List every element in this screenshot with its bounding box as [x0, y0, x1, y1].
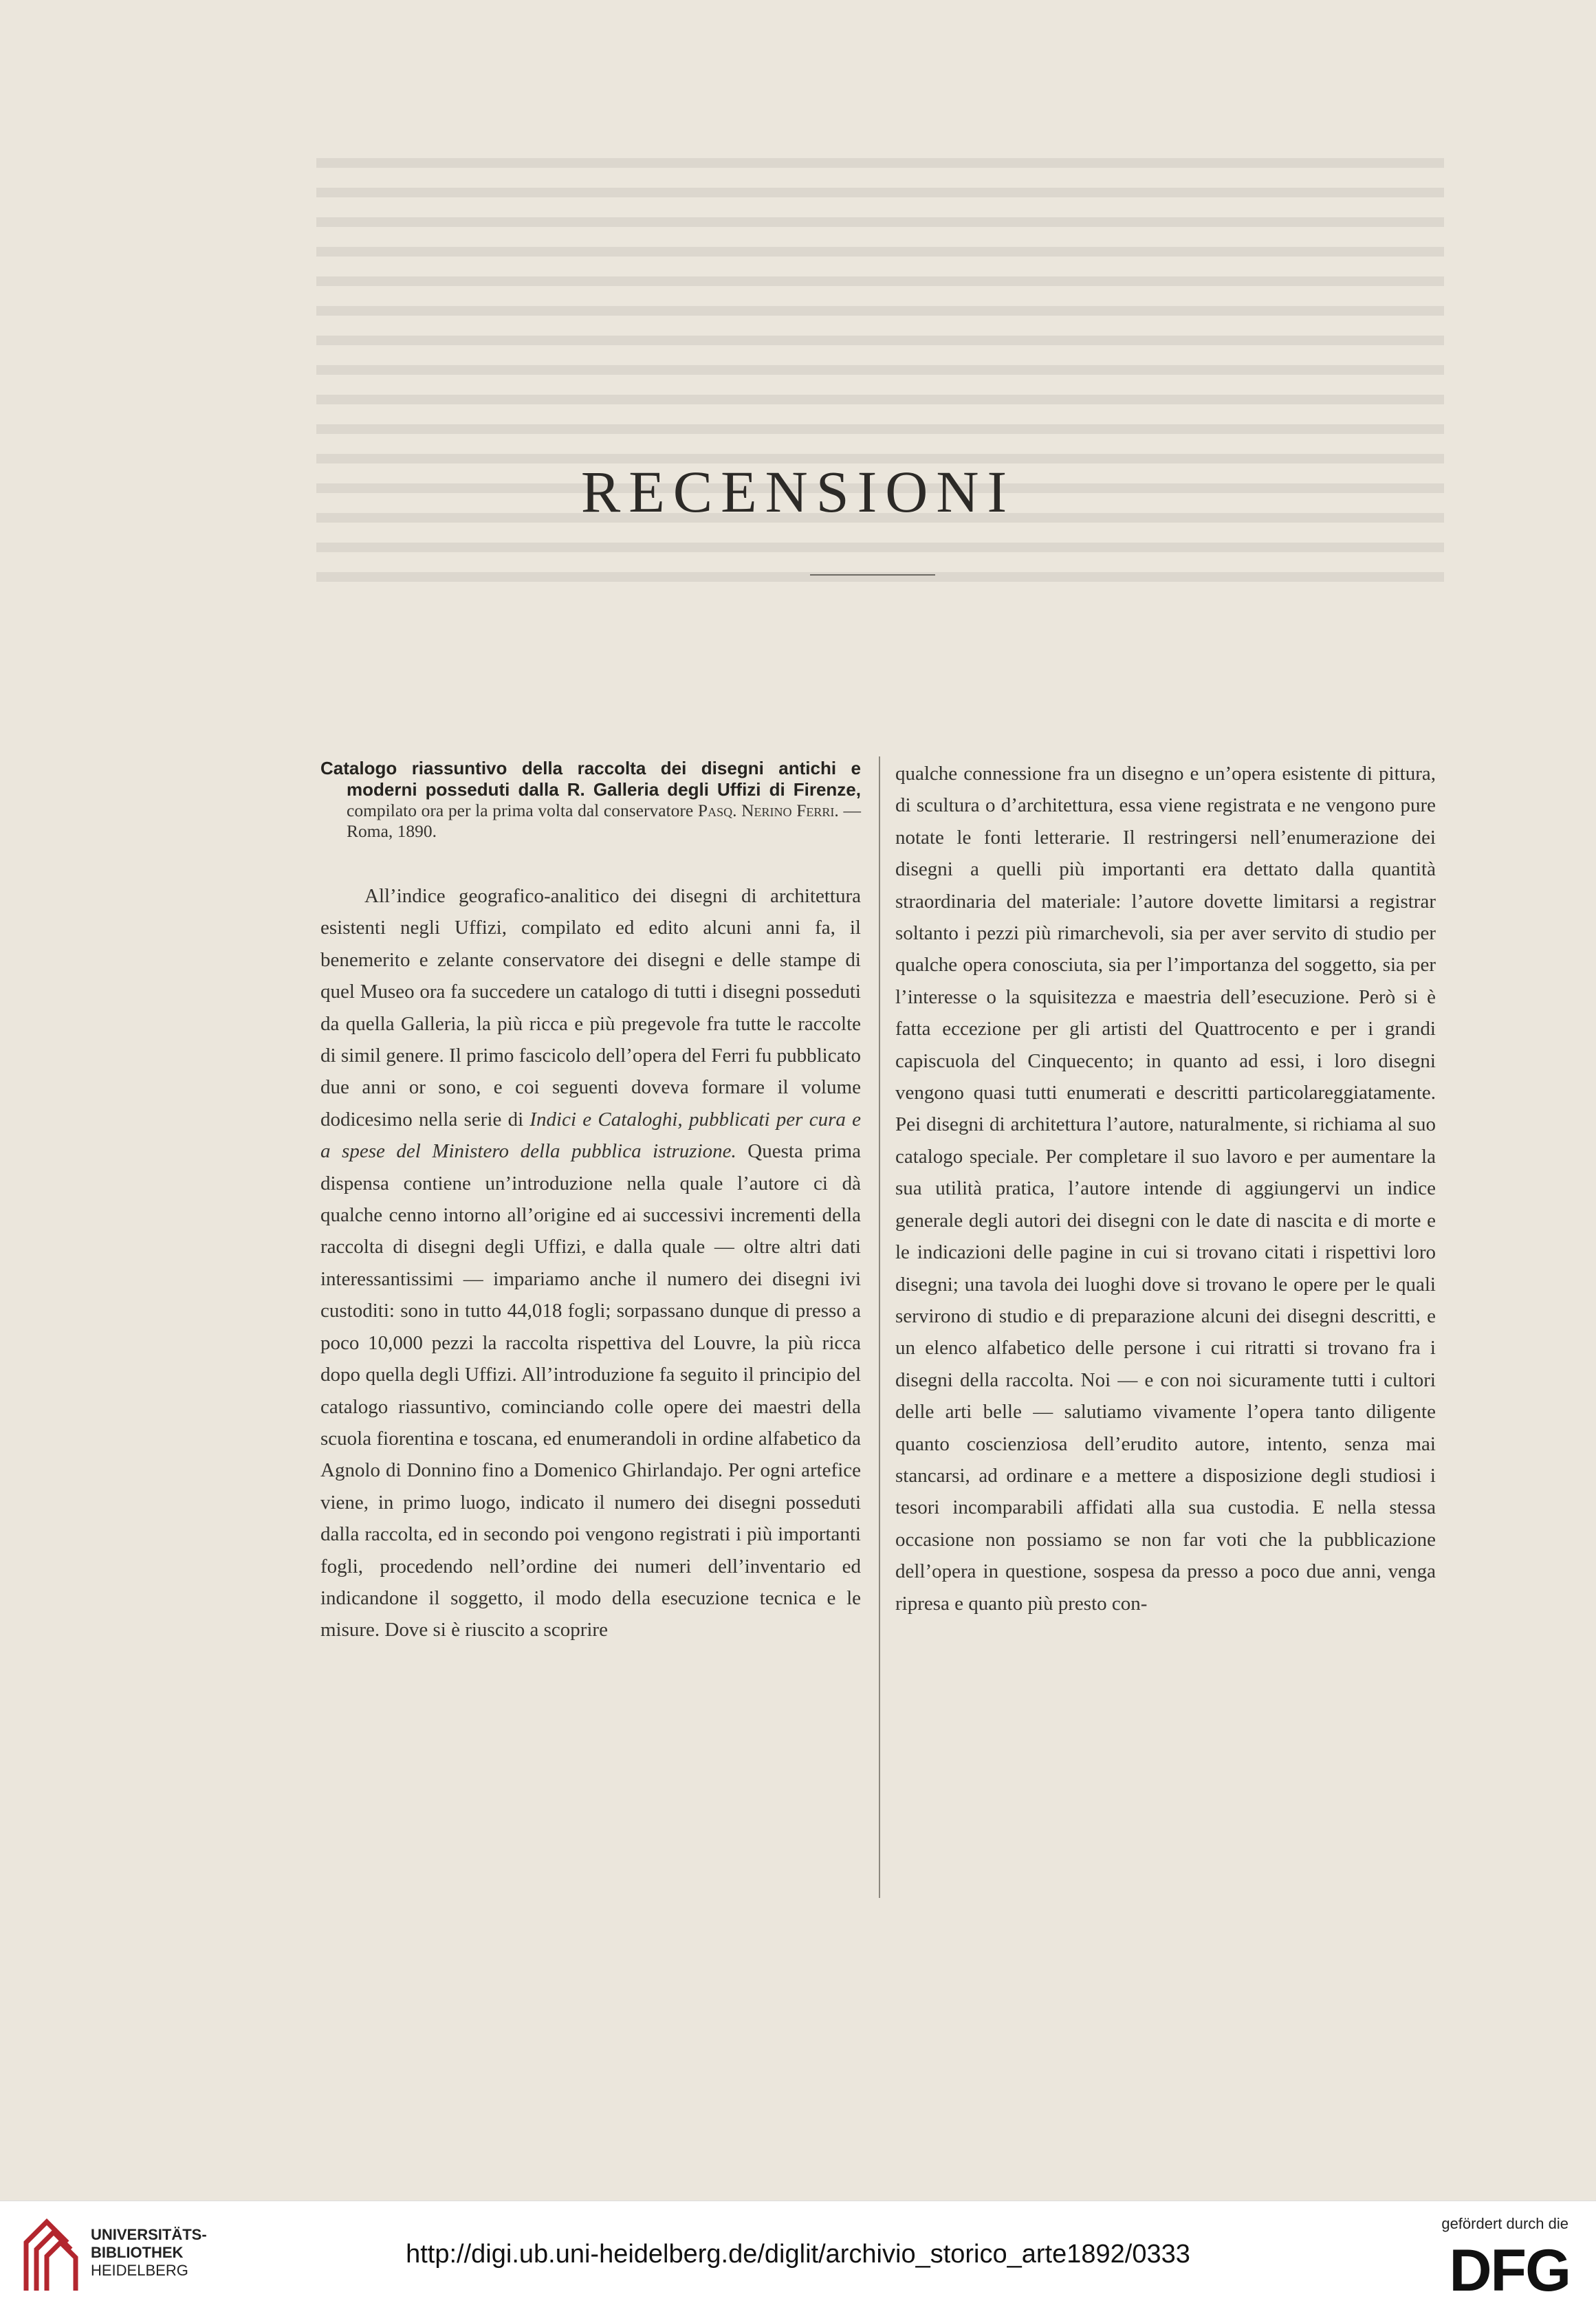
left-column	[320, 758, 861, 1646]
bib-author: Pasq. Nerino Ferri.	[697, 800, 839, 820]
bibliographic-entry	[320, 758, 861, 842]
right-column	[895, 758, 1436, 1619]
bib-text-1: compilato ora per la prima volta dal conservatore	[347, 800, 698, 820]
funded-by-label: gefördert durch die	[1441, 2215, 1568, 2232]
dfg-logo: DFG	[1449, 2238, 1570, 2304]
title-rule	[810, 574, 935, 576]
left-text-2: Questa prima dispensa contiene un’introduzione nella quale l’autore ci dà qualche cenno intorno all’origine ed ai successivi incrementi della raccolta di disegni degli Uffizi, e dalla quale — oltre altri dati interessantissimi — impariamo anche il numero dei disegni ivi custoditi: sono in tutto 44,018 fogli; sorpassano dunque di presso a poco 10,000 pezzi la raccolta rispettiva del Louvre, la più ricca dopo quella degli Uffizi. All’introduzione fa seguito il principio del catalogo riassuntivo, cominciando colle opere dei maestri della scuola fiorentina e toscana, ed enumerandoli in ordine alfabetico da Agnolo di Donnino fino a Domenico Ghirlandajo. Per ogni artefice viene, in primo luogo, indicato il numero dei disegni posseduti dalla raccolta, ed in secondo poi vengono registrati i più importanti fogli, procedendo nell’ordine dei numeri dell’inventario ed indicandone il soggetto, il modo della esecuzione tecnica e le misure. Dove si è riuscito a scoprire	[320, 1140, 862, 1641]
library-line-1: UNIVERSITÄTS-	[91, 2226, 207, 2243]
section-title: RECENSIONI	[580, 459, 1016, 525]
library-line-3: HEIDELBERG	[91, 2262, 188, 2279]
column-separator	[879, 756, 880, 1898]
left-text-italic: Indici e Cataloghi, pubblicati per cura e a spese del Ministero della pubblica istruzione.	[320, 1108, 861, 1163]
permalink-url[interactable]: http://digi.ub.uni-heidelberg.de/diglit/archivio_storico_arte1892/0333	[406, 2240, 1190, 2269]
bib-title: Catalogo riassuntivo della raccolta dei disegni antichi e moderni posseduti dalla R. Galleria degli Uffizi di Firenze,	[320, 758, 861, 800]
digitization-footer	[0, 2201, 1596, 2314]
review-paragraph-left	[320, 880, 861, 1646]
left-text-1: All’indice geografico-analitico dei disegni di architettura esistenti negli Uffizi, compilato ed edito alcuni anni fa, il benemerito e zelante conservatore dei disegni e delle stampe di quel Museo ora fa succedere un catalogo di tutti i disegni posseduti da quella Galleria, la più ricca e più pregevole fra tutte le raccolte di simil genere. Il primo fascicolo dell’opera del Ferri fu pubblicato due anni or sono, e coi seguenti doveva formare il volume dodicesimo nella serie di	[320, 885, 861, 1131]
review-paragraph-right: qualche connessione fra un disegno e un’opera esistente di pittura, di scultura o d’architettura, essa viene registrata e ne vengono pure notate le fonti letterarie. Il restringersi nell’enumerazione dei disegni a quelli più importanti era dettato dalla quantità straordinaria del materiale: l’autore dovette limitarsi a registrar soltanto i pezzi più rimarchevoli, sia per aver servito di studio per qualche opera conosciuta, sia per l’importanza del soggetto, sia per l’interesse o la squisitezza e maestria dell’esecuzione. Però si è fatta eccezione per gli artisti del Quattrocento e per i grandi capiscuola del Cinquecento; in quanto ad essi, i loro disegni vengono quasi tutti enumerati e descritti particolareggiatamente. Pei disegni di architettura l’autore, naturalmente, si richiama al suo catalogo speciale. Per completare il suo lavoro e per aumentare la sua utilità pratica, l’autore intende di aggiungervi un indice generale degli autori dei disegni con le date di nascita e di morte e le indicazioni delle pagine in cui si trovano citati i rispettivi loro disegni; una tavola dei luoghi dove si trovano le opere per le quali servirono di studio e di preparazione alcuni dei disegni descritti, e un elenco alfabetico delle persone i cui ritratti si trovano fra i disegni della raccolta. Noi — e con noi sicuramente tutti i cultori delle arti belle — salutiamo vivamente l’opera tanto diligente quanto coscienziosa dell’erudito autore, intento, senza mai stancarsi, ad ordinare e a mettere a disposizione degli studiosi i tesori incomparabili affidati alla sua custodia. E nella stessa occasione non possiamo se non far voti che la pubblicazione dell’opera in questione, sospesa da presso a poco due anni, venga ripresa e quanto più presto con-	[895, 763, 1436, 1615]
library-line-2: BIBLIOTHEK	[91, 2244, 184, 2261]
bib-text-2: — Roma, 1890.	[347, 800, 861, 841]
